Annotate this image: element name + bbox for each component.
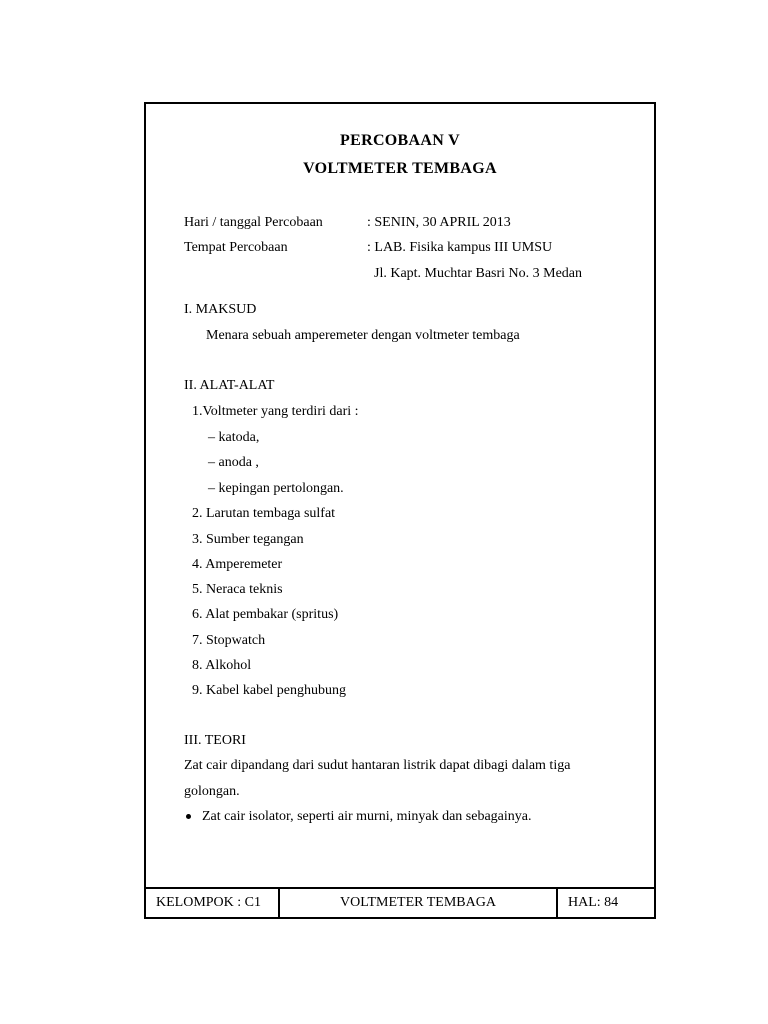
- footer-group: KELOMPOK : C1: [146, 889, 280, 917]
- list-item: 4. Amperemeter: [192, 557, 283, 572]
- list-item: 7. Stopwatch: [192, 633, 266, 648]
- section-3-paragraph-line: golongan.: [184, 784, 240, 799]
- date-value: : SENIN, 30 APRIL 2013: [367, 215, 511, 230]
- list-item: 2. Larutan tembaga sulfat: [192, 506, 336, 521]
- bullet-item: Zat cair isolator, seperti air murni, minyak dan sebagainya.: [202, 809, 532, 824]
- list-item: 3. Sumber tegangan: [192, 532, 304, 547]
- sub-list-item: – katoda,: [208, 430, 260, 445]
- footer-title: VOLTMETER TEMBAGA: [280, 889, 558, 917]
- list-item: 8. Alkohol: [192, 658, 252, 673]
- section-1-text: Menara sebuah amperemeter dengan voltmeter tembaga: [206, 328, 520, 343]
- list-item: 9. Kabel kabel penghubung: [192, 683, 346, 698]
- list-item: 6. Alat pembakar (spritus): [192, 607, 339, 622]
- page-footer: [146, 887, 654, 917]
- doc-subtitle: VOLTMETER TEMBAGA: [303, 160, 497, 177]
- address-line: Jl. Kapt. Muchtar Basri No. 3 Medan: [374, 266, 583, 281]
- document-page: [144, 102, 656, 919]
- list-item: 5. Neraca teknis: [192, 582, 283, 597]
- section-3-heading: III. TEORI: [184, 733, 246, 748]
- section-2-heading: II. ALAT-ALAT: [184, 378, 275, 393]
- footer-page-number: HAL: 84: [568, 895, 619, 910]
- doc-title: PERCOBAAN V: [340, 132, 460, 149]
- sub-list-item: – anoda ,: [208, 455, 259, 470]
- place-label: Tempat Percobaan: [184, 240, 288, 255]
- list-item: 1.Voltmeter yang terdiri dari :: [192, 404, 359, 419]
- section-3-paragraph-line: Zat cair dipandang dari sudut hantaran listrik dapat dibagi dalam tiga: [184, 758, 571, 773]
- sub-list-item: – kepingan pertolongan.: [208, 481, 344, 496]
- date-label: Hari / tanggal Percobaan: [184, 215, 323, 230]
- bullet-icon: [186, 814, 191, 819]
- section-1-heading: I. MAKSUD: [184, 302, 257, 317]
- place-value: : LAB. Fisika kampus III UMSU: [367, 240, 553, 255]
